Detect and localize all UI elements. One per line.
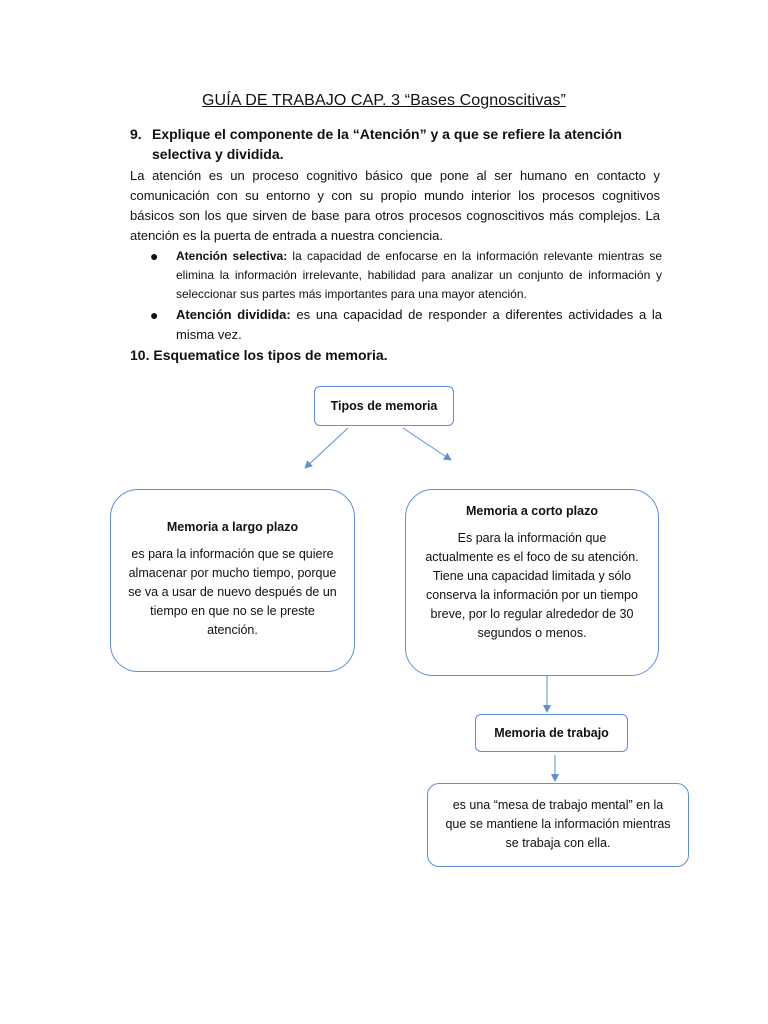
bullet-text: es una capacidad de responder a diferentes actividades a la misma vez.: [176, 307, 662, 342]
arrow-to-corto: [403, 428, 451, 460]
node-text: es para la información que se quiere almacenar por mucho tiempo, porque se va a usar de nuevo después de un tiempo en que no se le preste atención.: [128, 547, 337, 637]
bullet-text: la capacidad de enfocarse en la información relevante mientras se elimina la información irrelevante, habilidad para analizar un conjunto de información y seleccionar sus partes más importantes para una mayor atención.: [176, 249, 663, 301]
node-memoria-corto-plazo: [405, 489, 659, 676]
node-memoria-de-trabajo: Memoria de trabajo: [475, 714, 628, 752]
attention-paragraph: La atención es un proceso cognitivo básico que pone al ser humano en contacto y comunicación con su entorno y con su propio mundo interior los procesos cognitivos básicos son los que sirven de base para otros procesos cognoscitivos más complejos. La atención es la puerta de entrada a nuestra conciencia.: [130, 168, 660, 243]
arrow-to-largo: [305, 428, 348, 468]
question-10: 10. Esquematice los tipos de memoria.: [130, 347, 388, 363]
node-title: Memoria a corto plazo: [466, 504, 598, 518]
bullet-dot-icon: ●: [150, 307, 159, 323]
bullet-label: Atención selectiva:: [176, 249, 288, 263]
node-tipos-de-memoria: Tipos de memoria: [314, 386, 454, 426]
node-memoria-largo-plazo: [110, 489, 355, 672]
bullet-label: Atención dividida:: [176, 307, 291, 322]
bullet-dot-icon: ●: [150, 248, 159, 264]
node-mesa-de-trabajo: es una “mesa de trabajo mental” en la que se mantiene la información mientras se trabaja con ella.: [427, 783, 689, 867]
page-title: GUÍA DE TRABAJO CAP. 3 “Bases Cognoscitivas”: [202, 92, 566, 109]
question-9-number: 9.: [130, 126, 142, 142]
question-9-text: Explique el componente de la “Atención” y a que se refiere la atención selectiva y dividida.: [152, 126, 622, 162]
node-text: Es para la información que actualmente es el foco de su atención. Tiene una capacidad limitada y sólo conserva la información por un tiempo breve, por lo regular alrededor de 30 segundos o menos.: [425, 531, 639, 640]
node-title: Memoria a largo plazo: [166, 520, 299, 534]
